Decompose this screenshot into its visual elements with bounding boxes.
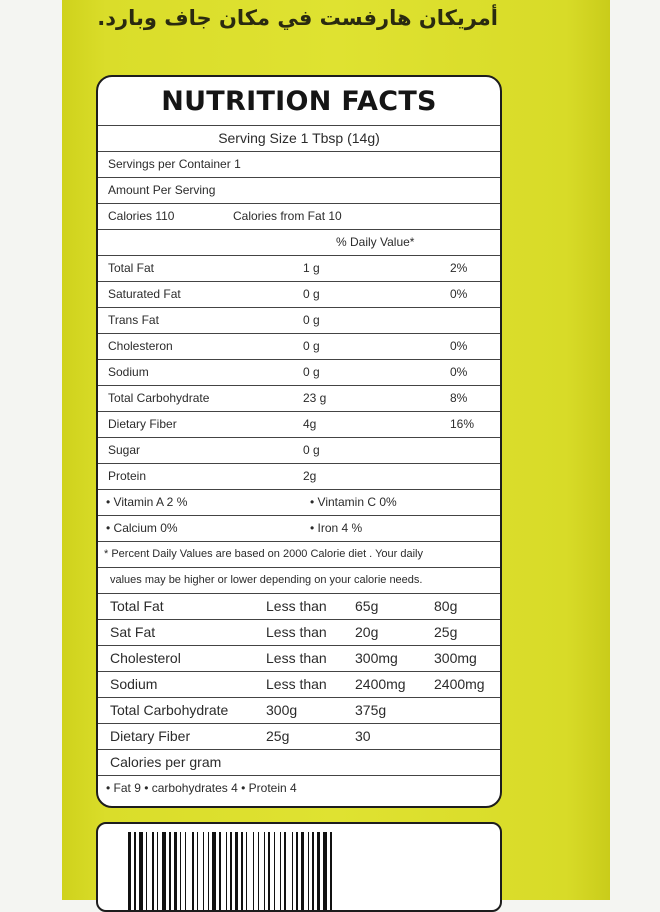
nutrient-name: Sugar <box>108 443 141 457</box>
barcode-bar <box>185 832 186 910</box>
reference-value-2500: 2400mg <box>434 676 485 692</box>
calories-per-gram-values-row <box>98 775 500 801</box>
reference-value-2500: 25g <box>434 624 458 640</box>
footnote-line-2: values may be higher or lower depending on your calorie needs. <box>110 574 423 586</box>
barcode-bar <box>169 832 171 910</box>
reference-value-2000: 65g <box>355 598 379 614</box>
barcode-bar <box>230 832 232 910</box>
footnote-row-1 <box>98 541 500 567</box>
daily-value-header: % Daily Value* <box>336 235 415 249</box>
barcode-bar <box>258 832 259 910</box>
reference-row <box>98 671 500 697</box>
vitamin-a: • Vitamin A 2 % <box>106 495 188 509</box>
reference-nutrient: Total Fat <box>110 598 164 614</box>
reference-qualifier: Less than <box>266 624 327 640</box>
barcode-bar <box>296 832 298 910</box>
nutrient-name: Dietary Fiber <box>108 417 177 431</box>
barcode-bar <box>317 832 320 910</box>
barcode-bar <box>274 832 275 910</box>
reference-qualifier: 300g <box>266 702 298 718</box>
barcode-bar <box>152 832 154 910</box>
nutrient-name: Total Fat <box>108 261 155 275</box>
reference-row <box>98 619 500 645</box>
barcode-bar <box>219 832 221 910</box>
reference-value-2000: 2400mg <box>355 676 406 692</box>
iron: • Iron 4 % <box>310 521 363 535</box>
reference-value-2500: 300mg <box>434 650 477 666</box>
nutrient-row <box>98 385 500 411</box>
reference-nutrient: Total Carbohydrate <box>110 702 229 718</box>
barcode-bar <box>308 832 309 910</box>
barcode-bar <box>128 832 131 910</box>
barcode-bar <box>226 832 227 910</box>
nutrient-row <box>98 463 500 489</box>
reference-nutrient: Sat Fat <box>110 624 156 640</box>
barcode-bar <box>284 832 286 910</box>
reference-qualifier: Less than <box>266 650 327 666</box>
nutrient-amount: 0 g <box>303 443 320 457</box>
daily-value-header-row <box>98 229 500 255</box>
nutrient-row <box>98 255 500 281</box>
footnote-line-1: * Percent Daily Values are based on 2000 Calorie diet . Your daily <box>104 548 423 560</box>
nutrient-row <box>98 281 500 307</box>
barcode-bar <box>157 832 158 910</box>
nutrient-amount: 23 g <box>303 391 327 405</box>
calcium: • Calcium 0% <box>106 521 178 535</box>
barcode-bar <box>268 832 270 910</box>
nutrient-amount: 1 g <box>303 261 320 275</box>
servings-per-container: Servings per Container 1 <box>108 157 241 171</box>
nutrient-row <box>98 333 500 359</box>
mineral-row <box>98 515 500 541</box>
barcode-bar <box>235 832 238 910</box>
vitamin-c: • Vintamin C 0% <box>310 495 397 509</box>
footnote-row-2 <box>98 567 500 593</box>
nutrient-amount: 4g <box>303 417 317 431</box>
nutrient-daily-value: 0% <box>450 365 468 379</box>
reference-value-2500: 80g <box>434 598 458 614</box>
reference-nutrient: Dietary Fiber <box>110 728 191 744</box>
reference-row <box>98 723 500 749</box>
barcode-bar <box>192 832 194 910</box>
reference-row <box>98 697 500 723</box>
barcode-bar <box>180 832 181 910</box>
nutrient-row <box>98 437 500 463</box>
serving-size: Serving Size 1 Tbsp (14g) <box>98 125 500 151</box>
reference-value-2000: 20g <box>355 624 379 640</box>
vitamin-row <box>98 489 500 515</box>
nutrient-daily-value: 0% <box>450 287 468 301</box>
barcode-bar <box>330 832 332 910</box>
barcode-bar <box>203 832 204 910</box>
barcode-bar <box>139 832 143 910</box>
storage-instruction-arabic: أمريكان هارفست في مكان جاف وبارد. <box>97 6 498 30</box>
nutrition-facts-label <box>96 75 502 808</box>
amount-per-serving: Amount Per Serving <box>108 183 216 197</box>
nutrient-amount: 0 g <box>303 365 320 379</box>
reference-row <box>98 593 500 619</box>
barcode-bar <box>162 832 166 910</box>
barcode-bar <box>208 832 209 910</box>
nutrient-row <box>98 411 500 437</box>
barcode-bar <box>134 832 136 910</box>
barcode-bar <box>212 832 216 910</box>
nutrient-name: Sodium <box>108 365 149 379</box>
reference-value-2000: 375g <box>355 702 387 718</box>
nutrient-amount: 0 g <box>303 287 320 301</box>
reference-table <box>98 593 500 749</box>
barcode-bar <box>174 832 177 910</box>
nutrient-amount: 0 g <box>303 339 320 353</box>
nutrient-name: Trans Fat <box>108 313 159 327</box>
reference-qualifier: 25g <box>266 728 290 744</box>
barcode-bar <box>280 832 281 910</box>
amount-per-serving-row <box>98 177 500 203</box>
reference-qualifier: Less than <box>266 676 327 692</box>
barcode-bar <box>264 832 265 910</box>
barcode <box>96 822 502 912</box>
barcode-bar <box>146 832 147 910</box>
barcode-bar <box>241 832 243 910</box>
barcode-bar <box>312 832 314 910</box>
barcode-bar <box>301 832 304 910</box>
nutrient-daily-value: 2% <box>450 261 468 275</box>
nutrient-amount: 0 g <box>303 313 320 327</box>
calories-per-gram: Calories per gram <box>110 754 222 770</box>
calories-from-fat: Calories from Fat 10 <box>233 209 342 223</box>
calories-per-gram-values: • Fat 9 • carbohydrates 4 • Protein 4 <box>106 781 297 795</box>
label-title: NUTRITION FACTS <box>161 86 437 117</box>
calories: Calories 110 <box>108 209 175 223</box>
reference-nutrient: Sodium <box>110 676 158 692</box>
nutrient-daily-value: 8% <box>450 391 468 405</box>
barcode-bar <box>197 832 198 910</box>
calories-row <box>98 203 500 229</box>
barcode-bar <box>323 832 327 910</box>
reference-nutrient: Cholesterol <box>110 650 181 666</box>
reference-qualifier: Less than <box>266 598 327 614</box>
nutrient-name: Cholesteron <box>108 339 173 353</box>
servings-per-container-row <box>98 151 500 177</box>
nutrient-name: Total Carbohydrate <box>108 391 210 405</box>
nutrient-daily-value: 0% <box>450 339 468 353</box>
nutrient-list <box>98 255 500 489</box>
nutrient-amount: 2g <box>303 469 317 483</box>
reference-value-2000: 300mg <box>355 650 398 666</box>
nutrient-daily-value: 16% <box>450 417 475 431</box>
nutrient-row <box>98 359 500 385</box>
nutrient-row <box>98 307 500 333</box>
barcode-bar <box>246 832 247 910</box>
reference-row <box>98 645 500 671</box>
reference-value-2000: 30 <box>355 728 371 744</box>
barcode-bar <box>253 832 254 910</box>
nutrient-name: Saturated Fat <box>108 287 181 301</box>
calories-per-gram-row <box>98 749 500 775</box>
nutrient-name: Protein <box>108 469 147 483</box>
barcode-bar <box>292 832 293 910</box>
